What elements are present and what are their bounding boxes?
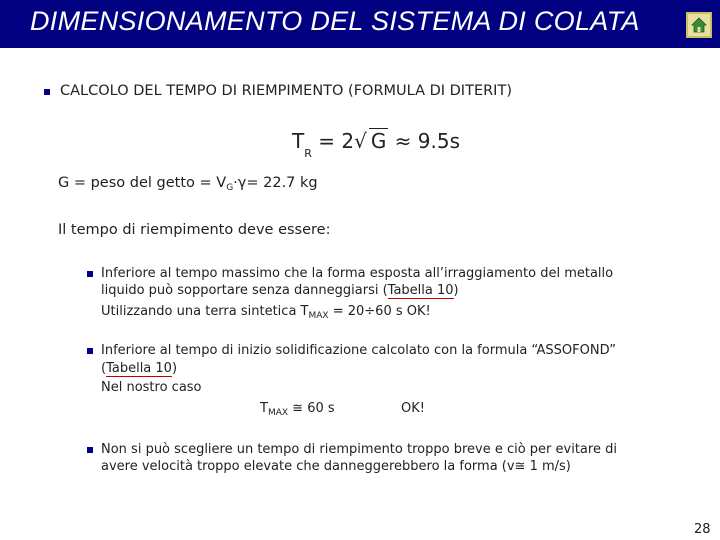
bullet-2-line-1: Inferiore al tempo di inizio solidificazione calcolato con la formula “ASSOFOND” — [101, 343, 616, 358]
title-bar — [0, 0, 720, 48]
main-bullet-marker — [44, 89, 50, 95]
formula-lhs: T — [292, 129, 305, 153]
house-icon — [691, 17, 707, 33]
bullet-2-line-2: (Tabella 10) — [101, 361, 178, 376]
weight-definition: G = peso del getto = $V_G\cdot\gamma= 22.7$ kg — [58, 175, 318, 193]
requirements-intro: Il tempo di riempimento deve essere: — [58, 222, 331, 238]
bullet-marker — [87, 348, 93, 354]
formula-approx: ≈ 9.5s — [388, 129, 461, 153]
home-button[interactable] — [686, 12, 712, 38]
bullet-1-line-3: Utilizzando una terra sintetica $T_{MAX} = 20\div 60$ s OK! — [101, 304, 431, 321]
ok-label: OK! — [401, 401, 425, 416]
formula-sqrt-arg: G — [370, 129, 387, 153]
filling-time-formula: $T_R = 2√$ G ≈ 9.5s — [292, 129, 461, 160]
tmax-value: $T_{MAX}$ ≅ 60 s — [260, 401, 335, 418]
formula-eq: = 2 — [311, 129, 355, 153]
table-10-link[interactable]: Tabella 10 — [387, 283, 454, 298]
bullet-marker — [87, 447, 93, 453]
bullet-3-line-2: avere velocità troppo elevate che danneggerebbero la forma (v≅ 1 m/s) — [101, 459, 571, 474]
bullet-3-line-1: Non si può scegliere un tempo di riempimento troppo breve e ciò per evitare di — [101, 442, 617, 457]
formula-lhs-sub: R — [304, 147, 312, 160]
bullet-marker — [87, 271, 93, 277]
table-10-link[interactable]: Tabella 10 — [106, 361, 172, 376]
main-bullet-text: CALCOLO DEL TEMPO DI RIEMPIMENTO (FORMULA DI DITERIT) — [60, 83, 512, 99]
bullet-1-line-2: liquido può sopportare senza danneggiarsi (Tabella 10) — [101, 283, 459, 298]
bullet-1-line-1: Inferiore al tempo massimo che la forma esposta all’irraggiamento del metallo — [101, 266, 614, 281]
bullet-2-line-3: Nel nostro caso — [101, 380, 202, 395]
slide-title: DIMENSIONAMENTO DEL SISTEMA DI COLATA — [30, 6, 640, 36]
page-number: 28 — [694, 522, 711, 537]
